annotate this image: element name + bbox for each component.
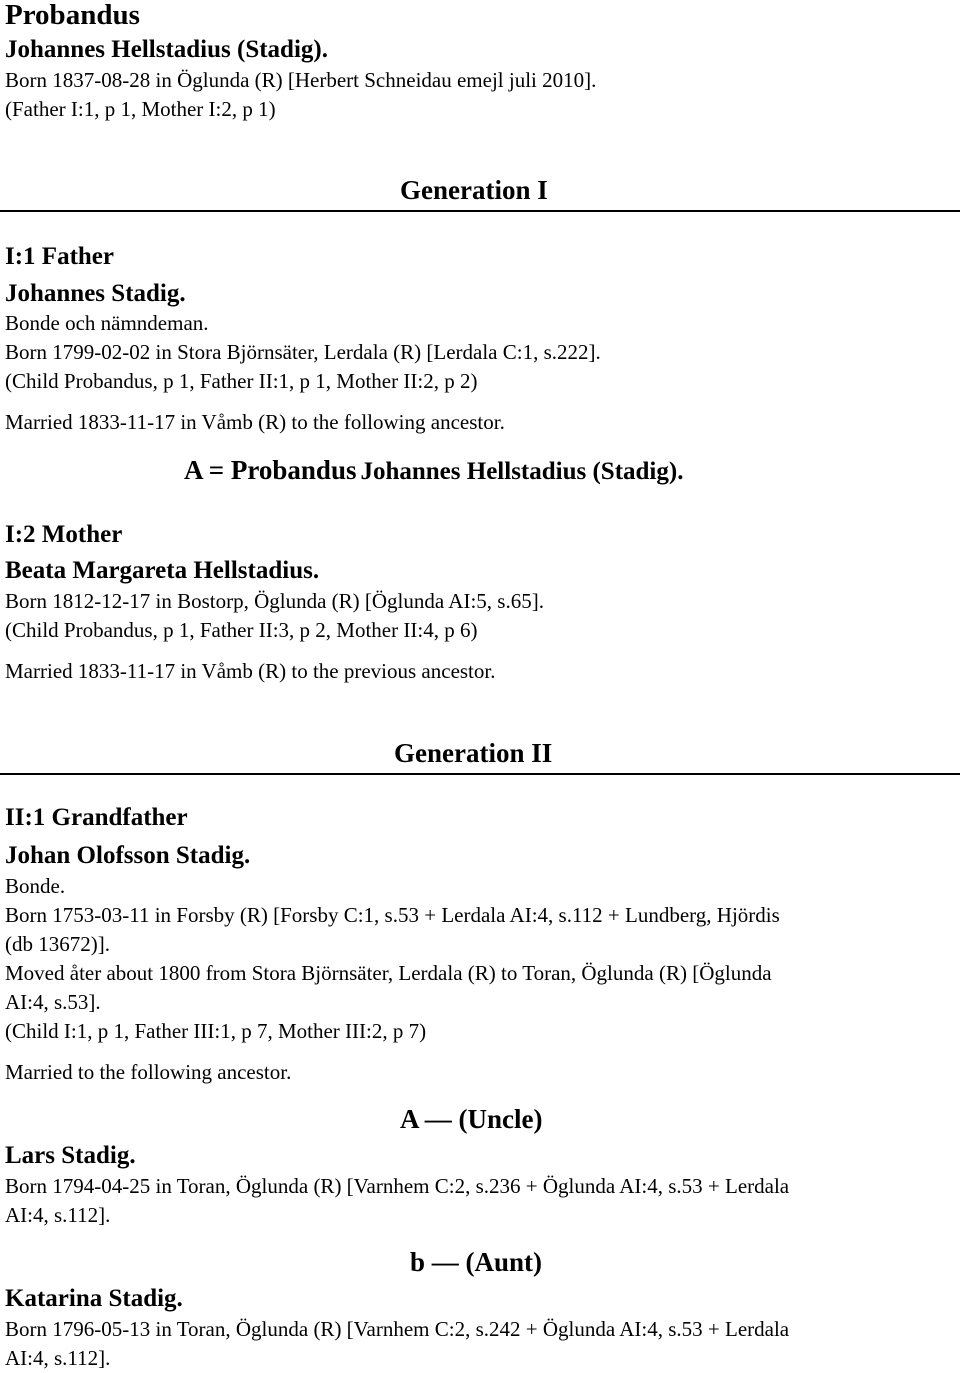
generation-2-title: Generation II <box>394 738 553 768</box>
probandus-parents: (Father I:1, p 1, Mother I:2, p 1) <box>5 97 276 121</box>
spouse-name: Johannes Hellstadius (Stadig). <box>360 458 684 485</box>
generation-1-title: Generation I <box>400 175 548 205</box>
aunt-name: Katarina Stadig. <box>5 1285 183 1312</box>
uncle-label: A — (Uncle) <box>400 1104 543 1134</box>
grandfather-born-line-1: Born 1753-03-11 in Forsby (R) [Forsby C:1, s.53 + Lerdala AI:4, s.112 + Lundberg, Hjördis <box>5 903 780 927</box>
grandfather-moved-line-2: AI:4, s.53]. <box>5 990 101 1014</box>
spouse-label: Probandus <box>230 455 357 485</box>
father-heading: I:1 Father <box>5 243 114 270</box>
father-name: Johannes Stadig. <box>5 280 186 307</box>
spouse-reference <box>184 455 683 486</box>
grandfather-moved-line-1: Moved åter about 1800 from Stora Björnsäter, Lerdala (R) to Toran, Öglunda (R) [Öglunda <box>5 961 772 985</box>
grandfather-married: Married to the following ancestor. <box>5 1060 292 1084</box>
probandus-born: Born 1837-08-28 in Öglunda (R) [Herbert Schneidau emejl juli 2010]. <box>5 68 597 92</box>
grandfather-occupation: Bonde. <box>5 874 66 898</box>
probandus-heading: Probandus <box>5 0 140 31</box>
uncle-name: Lars Stadig. <box>5 1142 136 1169</box>
grandfather-name: Johan Olofsson Stadig. <box>5 842 251 869</box>
uncle-born-line-2: AI:4, s.112]. <box>5 1203 111 1227</box>
mother-heading: I:2 Mother <box>5 521 123 548</box>
mother-name: Beata Margareta Hellstadius. <box>5 557 320 584</box>
spouse-prefix: A = <box>184 455 231 485</box>
grandfather-heading: II:1 Grandfather <box>5 804 188 831</box>
generation-1-divider <box>0 176 960 212</box>
mother-relations: (Child Probandus, p 1, Father II:3, p 2, Mother II:4, p 6) <box>5 618 478 642</box>
father-married: Married 1833-11-17 in Våmb (R) to the following ancestor. <box>5 410 505 434</box>
generation-2-divider <box>0 739 960 775</box>
probandus-name: Johannes Hellstadius (Stadig). <box>5 36 328 63</box>
aunt-born-line-2: AI:4, s.112]. <box>5 1346 111 1370</box>
father-occupation: Bonde och nämndeman. <box>5 311 209 335</box>
grandfather-born-line-2: (db 13672)]. <box>5 932 110 956</box>
father-relations: (Child Probandus, p 1, Father II:1, p 1, Mother II:2, p 2) <box>5 369 478 393</box>
grandfather-relations: (Child I:1, p 1, Father III:1, p 7, Mother III:2, p 7) <box>5 1019 427 1043</box>
father-born: Born 1799-02-02 in Stora Björnsäter, Lerdala (R) [Lerdala C:1, s.222]. <box>5 340 601 364</box>
uncle-born-line-1: Born 1794-04-25 in Toran, Öglunda (R) [Varnhem C:2, s.236 + Öglunda AI:4, s.53 + Lerdala <box>5 1174 790 1198</box>
mother-married: Married 1833-11-17 in Våmb (R) to the previous ancestor. <box>5 659 496 683</box>
aunt-label: b — (Aunt) <box>410 1247 543 1277</box>
mother-born: Born 1812-12-17 in Bostorp, Öglunda (R) [Öglunda AI:5, s.65]. <box>5 589 544 613</box>
aunt-born-line-1: Born 1796-05-13 in Toran, Öglunda (R) [Varnhem C:2, s.242 + Öglunda AI:4, s.53 + Lerdala <box>5 1317 790 1341</box>
